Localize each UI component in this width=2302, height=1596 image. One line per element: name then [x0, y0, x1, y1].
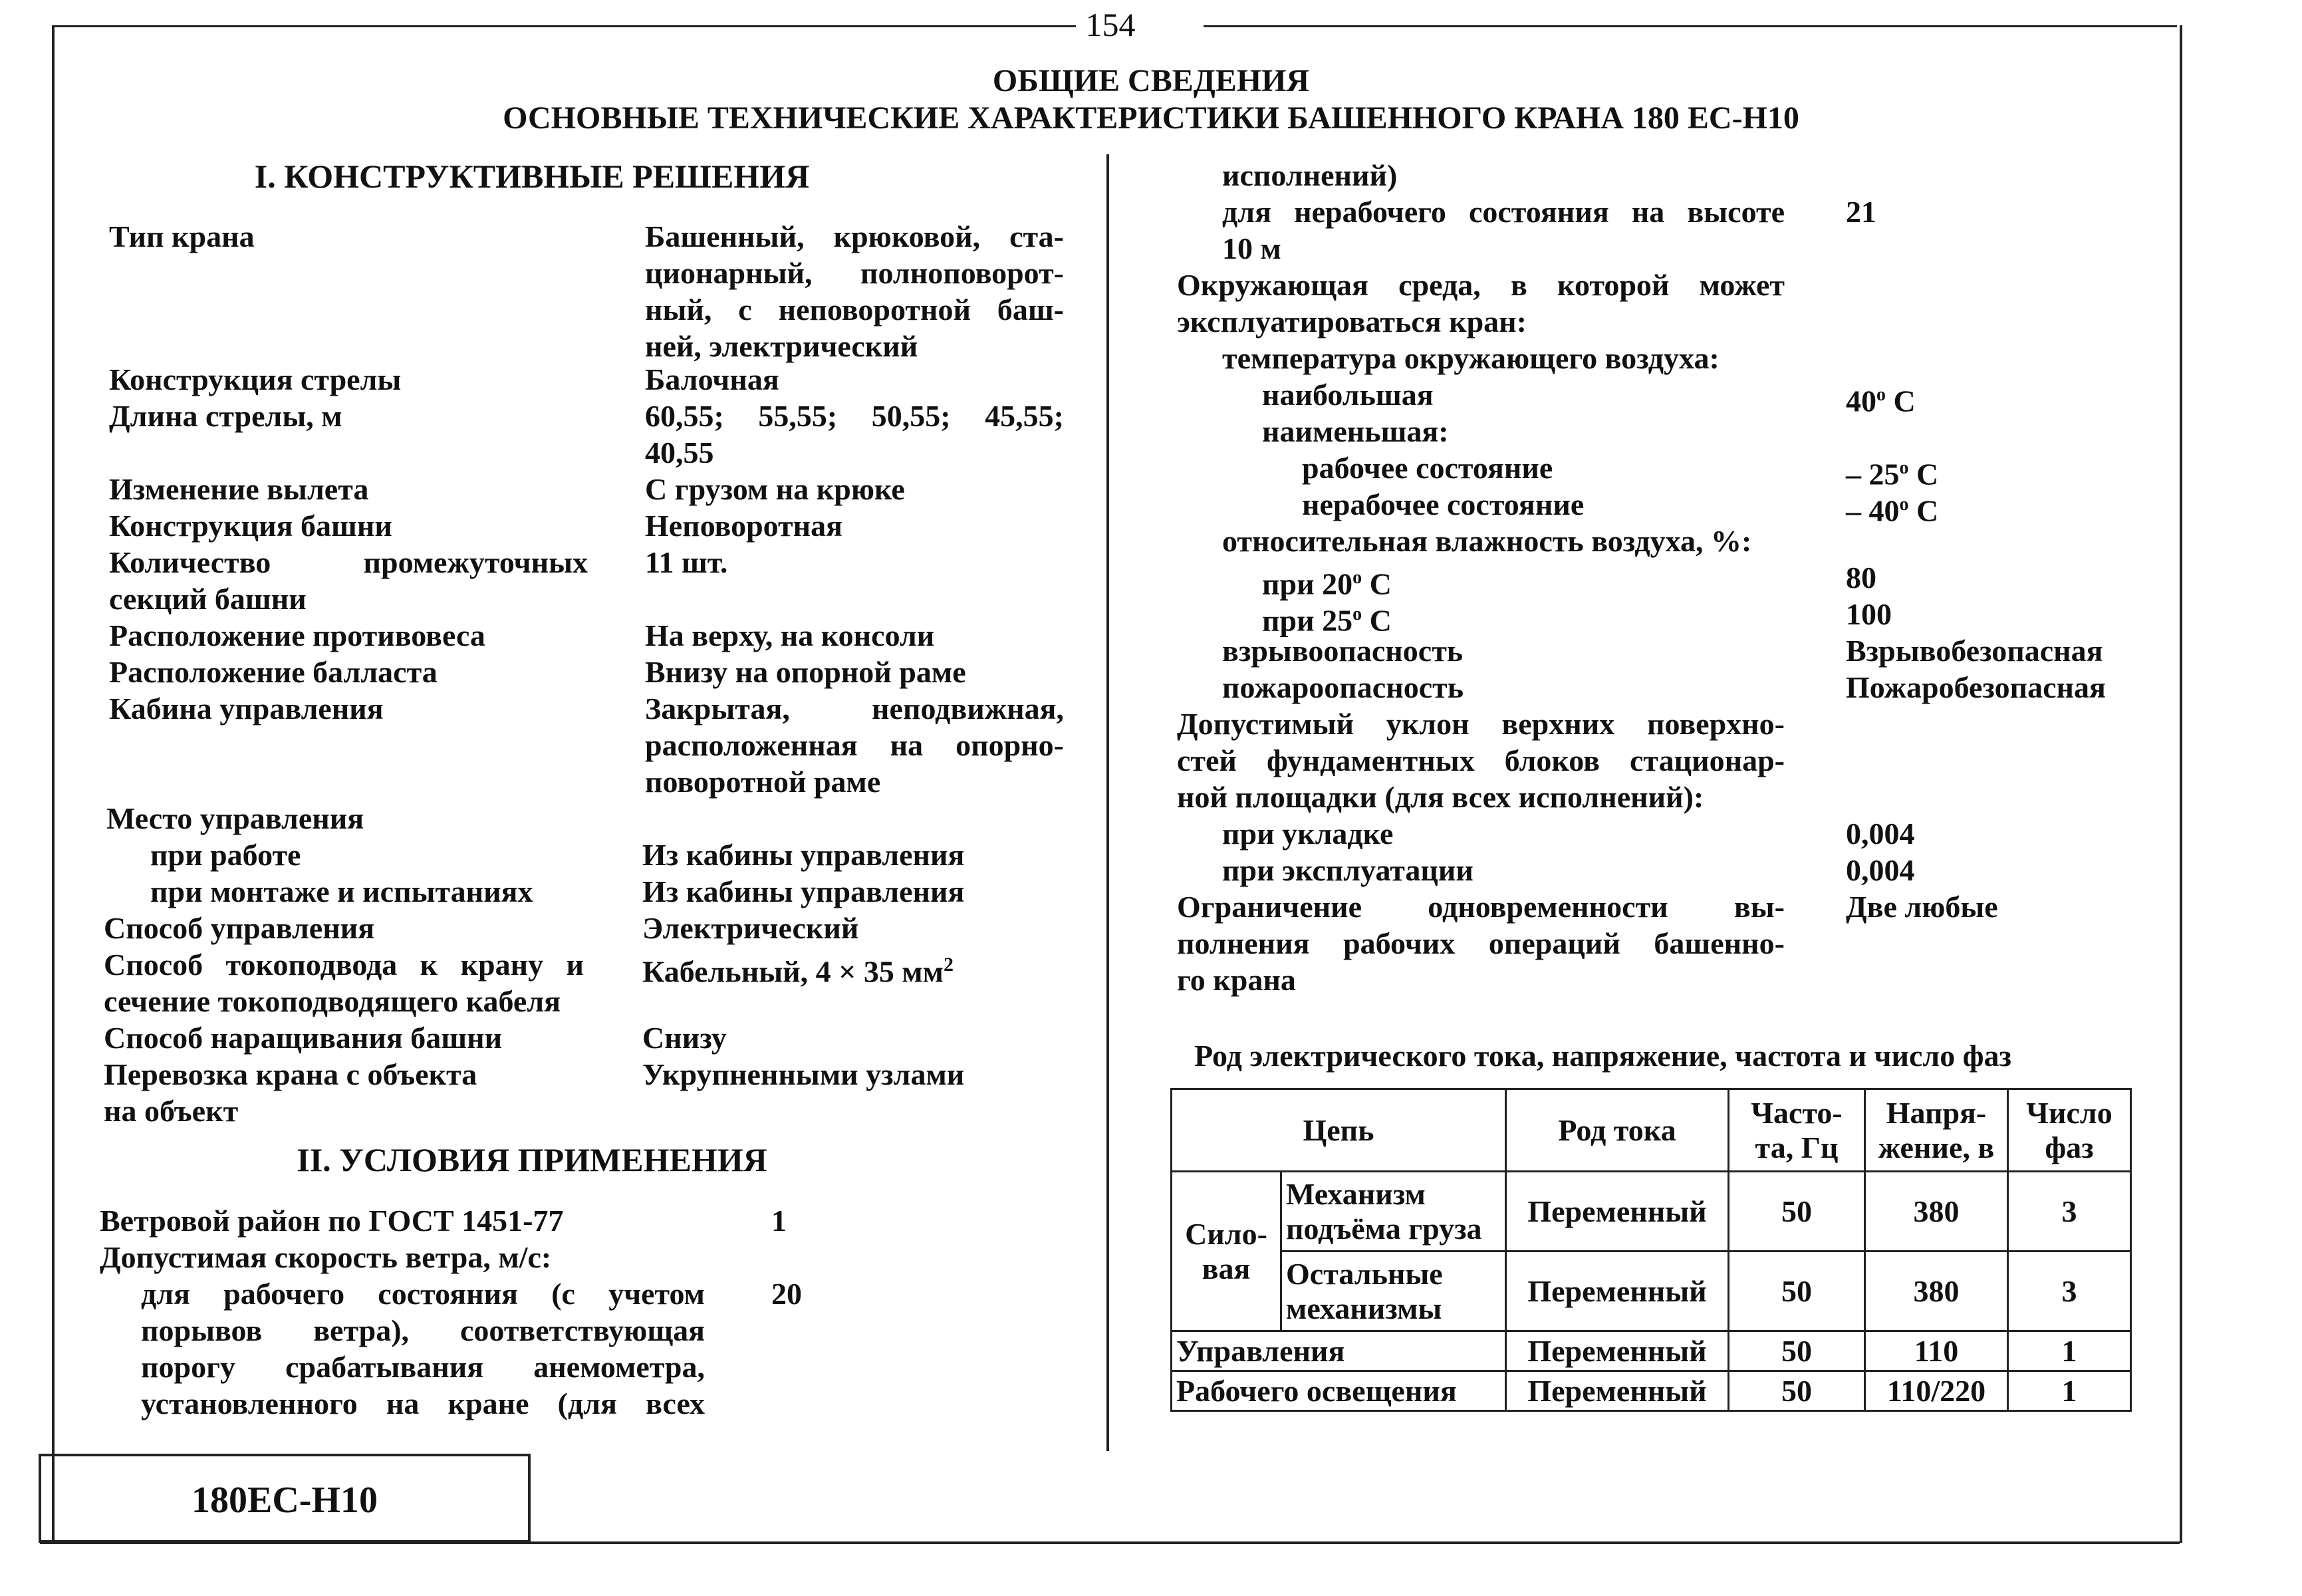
page-number: 154: [1085, 6, 1136, 43]
frequency-cell: 50: [1729, 1371, 1865, 1411]
power-value-sup: 2: [944, 954, 954, 976]
current-type-cell: Переменный: [1506, 1331, 1729, 1371]
degree-sign: o: [1352, 604, 1362, 624]
column-divider: [1106, 154, 1109, 1451]
degree-sign: o: [1352, 567, 1362, 588]
simultaneity-label-line: Ограничение одновременности вы-: [1177, 890, 1785, 924]
simultaneity-label-line: полнения рабочих операций башенно-: [1177, 926, 1785, 960]
max-temp-number: 40: [1846, 384, 1876, 418]
boom-length-label: Длина стрелы, м: [109, 399, 342, 433]
wind-region-value: 1: [771, 1204, 787, 1238]
boom-length-line: 60,55; 55,55; 50,55; 45,55;: [645, 399, 1064, 433]
min-temp-label: наименьшая:: [1262, 414, 1449, 448]
phases-cell: 3: [2008, 1172, 2131, 1252]
stamp-text: 180EC-H10: [192, 1480, 378, 1521]
voltage-cell: 110: [1865, 1331, 2008, 1371]
min-nonwork-unit: C: [1908, 493, 1939, 528]
degree-sign: o: [1876, 384, 1886, 405]
header-frequency: [1729, 1089, 1865, 1172]
counterweight-value: На верху, на консоли: [645, 618, 935, 652]
control-method-label: Способ управления: [104, 911, 375, 945]
laying-label: при укладке: [1222, 817, 1394, 851]
slope-label-line: Допустимый уклон верхних поверхно-: [1177, 707, 1785, 741]
operation-value: 0,004: [1846, 853, 1915, 887]
reach-value: С грузом на крюке: [645, 472, 905, 506]
environment-label: [1177, 267, 1785, 340]
header-phases-line: Число: [2026, 1095, 2112, 1130]
sections-label-line: секций башни: [109, 582, 307, 616]
title-line1: ОБЩИЕ СВЕДЕНИЯ: [992, 63, 1310, 98]
working-label-line: установленного на кране (для всех: [141, 1387, 705, 1420]
simultaneity-label-line: го крана: [1177, 963, 1296, 997]
boom-design-label: Конструкция стрелы: [109, 362, 402, 396]
degree-sign: o: [1899, 494, 1909, 515]
power-group-line: вая: [1202, 1251, 1251, 1285]
crane-type-line: Башенный, крюковой, ста-: [645, 219, 1064, 253]
crane-type-line: ней, электрический: [645, 329, 918, 363]
voltage-cell: 380: [1865, 1172, 2008, 1252]
wind-region-label: Ветровой район по ГОСТ 1451-77: [100, 1204, 564, 1238]
extension-value: Снизу: [642, 1021, 727, 1055]
power-label-line: Способ токоподвода к крану и: [104, 948, 584, 982]
working-value: 20: [771, 1277, 802, 1311]
at-work-label: при работе: [150, 838, 301, 872]
max-temp-label: наибольшая: [1262, 378, 1434, 412]
current-type-cell: Переменный: [1506, 1172, 1729, 1252]
frequency-cell: 50: [1729, 1331, 1865, 1371]
cabin-value: [645, 690, 1064, 800]
explosion-label: взрывоопасность: [1222, 634, 1464, 668]
crane-type-value: [645, 218, 1064, 364]
table-caption: Род электрического тока, напряжение, частота и число фаз: [1194, 1039, 2012, 1073]
working-label-line: порогу срабатывания анемометра,: [141, 1350, 705, 1384]
circuit-line: механизмы: [1286, 1291, 1442, 1325]
title-line2: ОСНОВНЫЕ ТЕХНИЧЕСКИЕ ХАРАКТЕРИСТИКИ БАШЕННОГО КРАНА 180 EC-H10: [503, 100, 1799, 136]
at-mount-value: Из кабины управления: [642, 874, 965, 908]
laying-value: 0,004: [1846, 817, 1915, 851]
cabin-line: Закрытая, неподвижная,: [645, 692, 1064, 726]
counterweight-label: Расположение противовеса: [109, 618, 485, 652]
table-row: [1172, 1172, 2131, 1252]
document-stamp: [39, 1454, 531, 1543]
electric-table: [1170, 1088, 2132, 1412]
working-label-continued: исполнений): [1222, 158, 1398, 192]
boom-length-line: 40,55: [645, 436, 714, 469]
boom-length-value: [645, 398, 1064, 471]
section1-heading: I. КОНСТРУКТИВНЫЕ РЕШЕНИЯ: [254, 158, 810, 195]
header-circuit: Цепь: [1172, 1089, 1506, 1172]
voltage-cell: 380: [1865, 1252, 2008, 1331]
power-label: [104, 946, 584, 1019]
ballast-value: Внизу на опорной раме: [645, 655, 966, 689]
circuit-line: Остальные: [1286, 1256, 1443, 1291]
wind-speed-label: Допустимая скорость ветра, м/с:: [100, 1240, 552, 1274]
simultaneity-value: Две любые: [1846, 890, 1998, 924]
phases-cell: 1: [2008, 1371, 2131, 1411]
slope-label: [1177, 706, 1785, 815]
crane-type-line: ционарный, полноповорот-: [645, 256, 1064, 290]
table-row: [1172, 1371, 2131, 1411]
working-label: [141, 1275, 705, 1422]
current-type-cell: Переменный: [1506, 1371, 1729, 1411]
min-nonwork-number: – 40: [1846, 493, 1900, 528]
environment-label-line: Окружающая среда, в которой может: [1177, 268, 1785, 302]
circuit-cell: Управления: [1172, 1331, 1506, 1371]
phases-cell: 1: [2008, 1331, 2131, 1371]
tower-design-label: Конструкция башни: [109, 509, 392, 543]
min-work-unit: C: [1908, 457, 1939, 491]
circuit-cell: Рабочего освещения: [1172, 1371, 1506, 1411]
header-current-type: Род тока: [1506, 1089, 1729, 1172]
explosion-value: Взрывобезопасная: [1846, 634, 2103, 668]
hum25-text: при 25: [1262, 603, 1353, 638]
hum20-value: 80: [1846, 561, 1876, 595]
table-row: [1172, 1331, 2131, 1371]
min-nonwork-value: [1846, 486, 1938, 529]
humidity-label: относительная влажность воздуха, %:: [1222, 524, 1752, 558]
reach-label: Изменение вылета: [109, 472, 369, 506]
at-work-value: Из кабины управления: [642, 838, 965, 872]
transport-value: Укрупненными узлами: [642, 1057, 965, 1091]
transport-label-line: Перевозка крана с объекта: [104, 1057, 477, 1091]
sections-value: 11 шт.: [645, 545, 728, 579]
working-label-line: для рабочего состояния (с учетом: [141, 1277, 705, 1311]
degree-sign: o: [1899, 458, 1909, 478]
phases-cell: 3: [2008, 1252, 2131, 1331]
header-frequency-line: та, Гц: [1755, 1130, 1839, 1164]
nonworking-label: [1222, 194, 1785, 267]
at-mount-label: при монтаже и испытаниях: [150, 874, 533, 908]
sections-label: [109, 544, 588, 617]
transport-label: [104, 1056, 477, 1129]
slope-label-line: ной площадки (для всех исполнений):: [1177, 780, 1704, 814]
circuit-line: подъёма груза: [1286, 1211, 1482, 1246]
control-method-value: Электрический: [642, 911, 859, 945]
table-row: [1172, 1252, 2131, 1331]
power-label-line: сечение токоподводящего кабеля: [104, 984, 561, 1018]
max-temp-unit: C: [1886, 384, 1916, 418]
max-temp-value: [1846, 376, 1916, 419]
ballast-label: Расположение балласта: [109, 655, 438, 689]
header-voltage-line: Напря-: [1886, 1095, 1987, 1130]
frequency-cell: 50: [1729, 1252, 1865, 1331]
nonworking-value: 21: [1846, 195, 1876, 229]
nonworking-label-line: 10 м: [1222, 231, 1281, 265]
circuit-line: Механизм: [1286, 1176, 1426, 1211]
min-nonwork-label: нерабочее состояние: [1302, 487, 1585, 521]
hum20-text: при 20: [1262, 567, 1353, 601]
fire-label: пожароопасность: [1222, 670, 1464, 704]
crane-type-line: ный, с неповоротной баш-: [645, 293, 1064, 327]
hum25-value: 100: [1846, 597, 1892, 631]
environment-label-line: эксплуатироваться кран:: [1177, 305, 1527, 338]
voltage-cell: 110/220: [1865, 1371, 2008, 1411]
power-group-cell: [1172, 1172, 1281, 1331]
section2-heading: II. УСЛОВИЯ ПРИМЕНЕНИЯ: [297, 1141, 767, 1178]
nonworking-label-line: для нерабочего состояния на высоте: [1222, 195, 1785, 229]
operation-label: при эксплуатации: [1222, 853, 1473, 887]
current-type-cell: Переменный: [1506, 1252, 1729, 1331]
header-frequency-line: Часто-: [1751, 1095, 1843, 1130]
fire-value: Пожаробезопасная: [1846, 670, 2106, 704]
temperature-label: температура окружающего воздуха:: [1222, 341, 1720, 375]
cabin-line: поворотной раме: [645, 765, 881, 799]
circuit-cell: [1281, 1252, 1506, 1331]
extension-label: Способ наращивания башни: [104, 1021, 503, 1055]
crane-type-label: Тип крана: [109, 219, 255, 253]
hum20-unit: C: [1362, 567, 1392, 601]
frequency-cell: 50: [1729, 1172, 1865, 1252]
circuit-cell: [1281, 1172, 1506, 1252]
min-work-label: рабочее состояние: [1302, 451, 1553, 485]
simultaneity-label: [1177, 888, 1785, 998]
boom-design-value: Балочная: [645, 362, 779, 396]
power-value-text: Кабельный, 4 × 35 мм: [642, 954, 944, 989]
header-voltage-line: жение, в: [1878, 1130, 1995, 1164]
power-value: [642, 946, 954, 990]
sections-label-line: Количество промежуточных: [109, 545, 588, 579]
transport-label-line: на объект: [104, 1094, 239, 1128]
table-header-row: [1172, 1089, 2131, 1172]
cabin-label: Кабина управления: [109, 692, 384, 726]
cabin-line: расположенная на опорно-: [645, 728, 1064, 762]
control-place-label: Место управления: [106, 801, 364, 835]
slope-label-line: стей фундаментных блоков стационар-: [1177, 743, 1785, 777]
header-phases: [2008, 1089, 2131, 1172]
header-phases-line: фаз: [2045, 1130, 2094, 1164]
header-voltage: [1865, 1089, 2008, 1172]
min-work-number: – 25: [1846, 457, 1900, 491]
working-label-line: порывов ветра), соответствующая: [141, 1313, 705, 1347]
hum25-unit: C: [1362, 603, 1392, 638]
power-group-line: Сило-: [1185, 1216, 1267, 1251]
tower-design-value: Неповоротная: [645, 509, 843, 543]
